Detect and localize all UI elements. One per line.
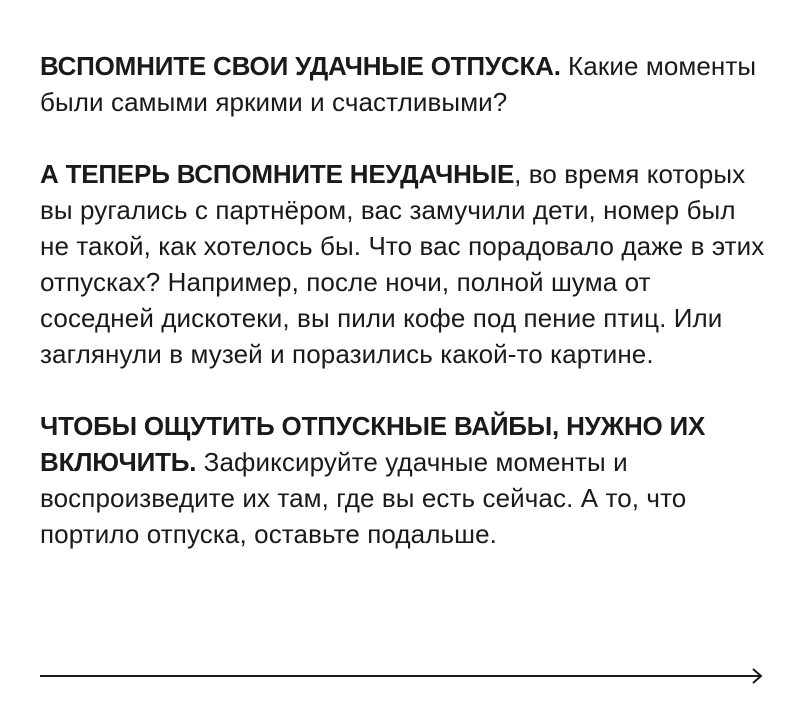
- paragraph-lead: ВСПОМНИТЕ СВОИ УДАЧНЫЕ ОТПУСКА.: [40, 51, 561, 81]
- paragraph-text: Зафиксируйте удачные моменты и воспроизведите их там, где вы есть сейчас. А то, что портило отпуска, оставьте подальше.: [40, 447, 687, 549]
- paragraph-text: , во время которых вы ругались с партнёром, вас замучили дети, номер был не такой, как хотелось бы. Что вас порадовало даже в этих отпусках? Например, после ночи, полной шума от соседней дискотеки, вы пили кофе под пение птиц. Или заглянули в музей и поразились какой-то картине.: [40, 159, 765, 369]
- paragraph-lead: А ТЕПЕРЬ ВСПОМНИТЕ НЕУДАЧНЫЕ: [40, 159, 515, 189]
- paragraph-good-vacations: [40, 48, 768, 120]
- paragraph-vacation-vibes: [40, 408, 768, 552]
- paragraph-lead: ЧТОБЫ ОЩУТИТЬ ОТПУСКНЫЕ ВАЙБЫ, НУЖНО ИХ ВКЛЮЧИТЬ.: [40, 411, 706, 477]
- paragraph-bad-vacations: [40, 156, 768, 372]
- article-body: [40, 48, 768, 588]
- arrow-right-icon[interactable]: [40, 666, 764, 686]
- paragraph-text: Какие моменты были самыми яркими и счастливыми?: [40, 51, 757, 117]
